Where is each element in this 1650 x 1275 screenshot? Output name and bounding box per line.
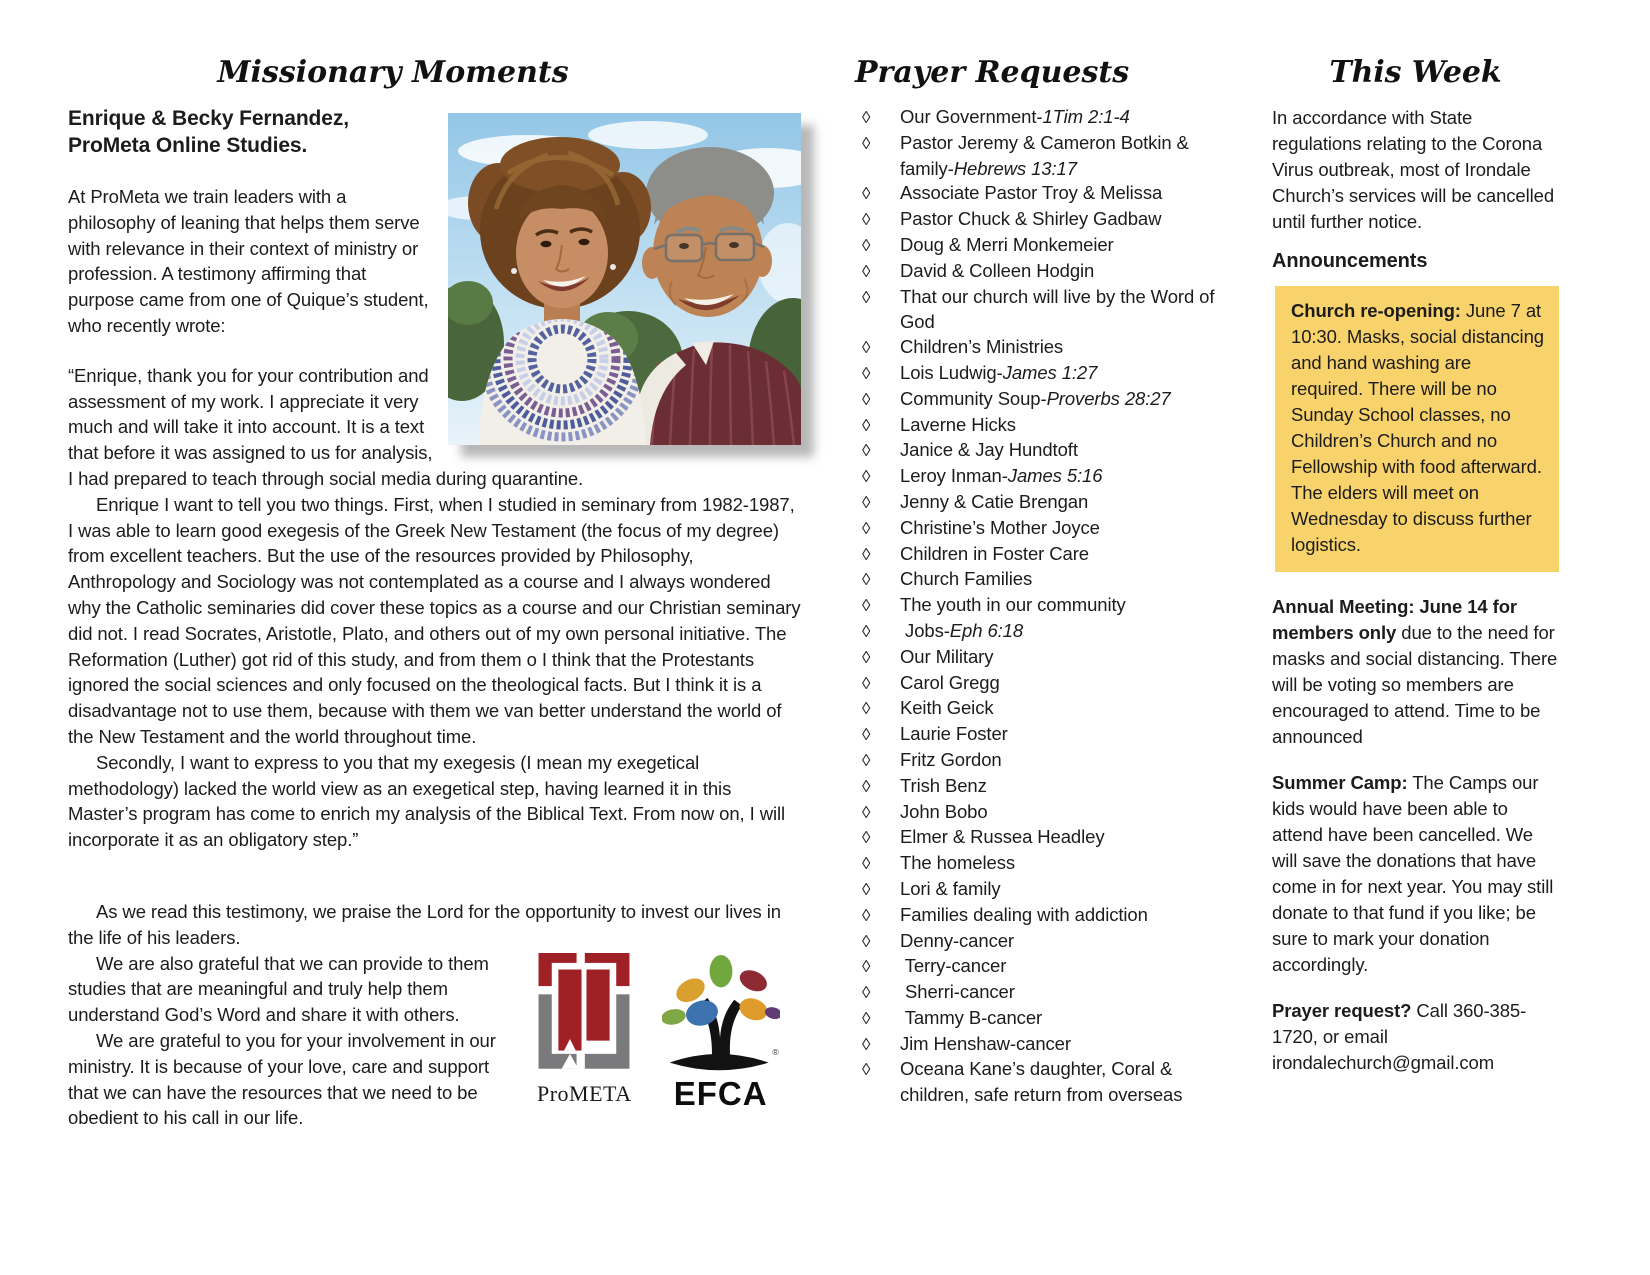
prayer-item-text: Laurie Foster xyxy=(900,723,1008,745)
prayer-item xyxy=(855,954,1215,980)
announcement-lead: Prayer request? xyxy=(1272,1000,1412,1021)
diamond-bullet-icon: ◊ xyxy=(862,879,871,899)
prayer-item-text: Christine’s Mother Joyce xyxy=(900,516,1100,538)
prayer-list xyxy=(855,105,1215,1108)
missionary-paragraph-6: We are also grateful that we can provide to them studies that are meaningful and truly help them understand God’s Word and share it with others. xyxy=(68,952,489,1026)
prayer-item-text: Oceana Kane’s daughter, Coral & children, safe return from overseas xyxy=(900,1058,1183,1106)
diamond-bullet-icon: ◊ xyxy=(862,828,871,848)
prayer-item xyxy=(855,490,1215,516)
diamond-bullet-icon: ◊ xyxy=(862,725,871,745)
prayer-item-text: Keith Geick xyxy=(900,697,994,719)
prayer-item-text: Lois Ludwig- xyxy=(900,361,1003,383)
missionary-paragraph-2: “Enrique, thank you for your contribution and assessment of my work. I appreciate it very much and will take it into account. It is a text that before it was assigned to us for analysis, I had prepared to teach through social media during quarantine. xyxy=(68,364,584,489)
prayer-item xyxy=(855,361,1215,387)
diamond-bullet-icon: ◊ xyxy=(862,441,871,461)
missionary-paragraph-5: As we read this testimony, we praise the Lord for the opportunity to invest our lives in the life of his leaders. xyxy=(68,900,781,948)
prayer-item xyxy=(855,593,1215,619)
prayer-item-text: Terry-cancer xyxy=(900,955,1007,977)
prayer-item-text: Pastor Chuck & Shirley Gadbaw xyxy=(900,208,1162,230)
prayer-item-text: Doug & Merri Monkemeier xyxy=(900,233,1114,255)
prayer-item-text: The homeless xyxy=(900,852,1015,874)
diamond-bullet-icon: ◊ xyxy=(862,776,871,796)
prayer-item-ref: Hebrews 13:17 xyxy=(953,157,1077,179)
prayer-item xyxy=(855,980,1215,1006)
prayer-item xyxy=(855,464,1215,490)
prayer-item xyxy=(855,335,1215,361)
missionary-heading: Missionary Moments xyxy=(217,55,569,90)
prayer-item xyxy=(855,207,1215,233)
prayer-item-text: Jenny & Catie Brengan xyxy=(900,490,1089,512)
prayer-item xyxy=(855,696,1215,722)
diamond-bullet-icon: ◊ xyxy=(862,750,871,770)
prayer-item-text: Elmer & Russea Headley xyxy=(900,826,1105,848)
this-week-section xyxy=(1272,54,1559,1096)
diamond-bullet-icon: ◊ xyxy=(862,518,871,538)
diamond-bullet-icon: ◊ xyxy=(862,1060,871,1080)
this-week-intro: In accordance with State regulations relating to the Corona Virus outbreak, most of Irondale Church’s services will be cancelled until further notice. xyxy=(1272,107,1555,232)
prayer-item xyxy=(855,438,1215,464)
prayer-item xyxy=(855,516,1215,542)
diamond-bullet-icon: ◊ xyxy=(862,184,871,204)
prayer-item xyxy=(855,903,1215,929)
announcement-list xyxy=(1272,594,1559,1076)
prayer-item-text: Fritz Gordon xyxy=(900,748,1002,770)
prayer-item-text: Leroy Inman- xyxy=(900,465,1008,487)
announcement-body: Call 360-385-1720, or email irondalechurch@gmail.com xyxy=(1272,1000,1527,1073)
prayer-item xyxy=(855,671,1215,697)
diamond-bullet-icon: ◊ xyxy=(862,596,871,616)
highlight-body: June 7 at 10:30. Masks, social distancing and hand washing are required. There will be no Sunday School classes, no Children’s Church and no Fellowship with food afterward. The elders will meet on Wednesday to discuss further logistics. xyxy=(1291,300,1544,555)
diamond-bullet-icon: ◊ xyxy=(862,854,871,874)
diamond-bullet-icon: ◊ xyxy=(862,108,871,127)
partner-logos xyxy=(537,953,799,1112)
diamond-bullet-icon: ◊ xyxy=(862,287,871,307)
prayer-item-text: That our church will live by the Word of God xyxy=(900,285,1215,333)
announcement-lead: Annual Meeting: June 14 for members only xyxy=(1272,596,1518,643)
prayer-item-text: Pastor Jeremy & Cameron Botkin & family- xyxy=(900,131,1189,179)
missionary-body xyxy=(68,105,801,1131)
announcements-label: Announcements xyxy=(1272,250,1428,272)
diamond-bullet-icon: ◊ xyxy=(862,1034,871,1054)
prayer-item-text: The youth in our community xyxy=(900,594,1126,616)
efca-logo-icon xyxy=(662,955,780,1075)
prayer-item-ref: 1Tim 2:1-4 xyxy=(1042,106,1130,127)
diamond-bullet-icon: ◊ xyxy=(862,363,871,383)
prayer-item xyxy=(855,1057,1215,1108)
announcement-item xyxy=(1272,770,1559,978)
prayer-item-text: Denny-cancer xyxy=(900,929,1014,951)
prayer-item xyxy=(855,233,1215,259)
missionary-paragraph-4: Secondly, I want to express to you that my exegesis (I mean my exegetical methodology) lacked the world view as an exegetical step, having learned it in this Master’s program has come to enrich my analysis of the Biblical Text. From now on, I will incorporate it as an obligatory step.” xyxy=(68,751,785,851)
prayer-item-text: Our Military xyxy=(900,645,994,667)
prayer-item xyxy=(855,800,1215,826)
diamond-bullet-icon: ◊ xyxy=(862,647,871,667)
prayer-item-text: Families dealing with addiction xyxy=(900,903,1148,925)
prayer-item-text: Sherri-cancer xyxy=(900,981,1015,1003)
prayer-item-text: Children’s Ministries xyxy=(900,336,1064,358)
diamond-bullet-icon: ◊ xyxy=(862,492,871,512)
subheading-line2: ProMeta Online Studies. xyxy=(68,134,308,157)
prayer-item-ref: Proverbs 28:27 xyxy=(1046,387,1171,409)
registered-mark: ® xyxy=(772,1046,779,1057)
prayer-item xyxy=(855,645,1215,671)
diamond-bullet-icon: ◊ xyxy=(862,905,871,925)
missionary-paragraph-1: At ProMeta we train leaders with a philosophy of leaning that helps them serve with relevance in their context of ministry or profession. A testimony affirming that purpose came from one of Quique’s student, who recently wrote: xyxy=(68,186,429,336)
prometa-logo xyxy=(537,953,632,1107)
missionary-paragraph-7: We are grateful to you for your involvement in our ministry. It is because of your love, care and support that we can have the resources that we need to be obedient to his call in our life. xyxy=(68,1029,496,1129)
prayer-item-text: Trish Benz xyxy=(900,774,987,796)
diamond-bullet-icon: ◊ xyxy=(862,699,871,719)
prayer-item xyxy=(855,1006,1215,1032)
prayer-item xyxy=(855,851,1215,877)
prayer-item-ref: James 1:27 xyxy=(1002,361,1098,383)
prayer-item xyxy=(855,567,1215,593)
prayer-item-text: Community Soup- xyxy=(900,387,1047,409)
diamond-bullet-icon: ◊ xyxy=(862,235,871,255)
couple-photo-illustration xyxy=(448,113,801,445)
prayer-item-text: Laverne Hicks xyxy=(900,413,1016,435)
diamond-bullet-icon: ◊ xyxy=(862,261,871,281)
highlight-lead: Church re-opening: xyxy=(1291,300,1461,321)
prayer-item xyxy=(855,387,1215,413)
prayer-item xyxy=(855,877,1215,903)
diamond-bullet-icon: ◊ xyxy=(862,389,871,409)
prayer-item-text: Lori & family xyxy=(900,877,1001,899)
prayer-item-text: Associate Pastor Troy & Melissa xyxy=(900,182,1163,204)
prayer-item-text: John Bobo xyxy=(900,800,988,822)
announcement-item xyxy=(1272,998,1559,1076)
prayer-item xyxy=(855,413,1215,439)
prayer-item-text: Carol Gregg xyxy=(900,671,1000,693)
prayer-item-text: Our Government- xyxy=(900,106,1043,127)
prayer-item xyxy=(855,105,1215,131)
diamond-bullet-icon: ◊ xyxy=(862,544,871,564)
prayer-item xyxy=(855,259,1215,285)
prayer-item xyxy=(855,825,1215,851)
prayer-requests-section xyxy=(855,54,1215,1108)
prayer-item-ref: Eph 6:18 xyxy=(949,619,1024,641)
diamond-bullet-icon: ◊ xyxy=(862,957,871,977)
subheading-line1: Enrique & Becky Fernandez, xyxy=(68,107,349,130)
diamond-bullet-icon: ◊ xyxy=(862,621,871,641)
prayer-item xyxy=(855,748,1215,774)
announcement-body: The Camps our kids would have been able to attend have been cancelled. We will save the donations that have come in for next year. You may still donate to that fund if you like; be sure to mark your donation accordingly. xyxy=(1272,772,1554,975)
announcement-item xyxy=(1272,594,1559,750)
prayer-item-text: Jim Henshaw-cancer xyxy=(900,1032,1071,1054)
missionary-section xyxy=(68,54,801,1131)
prayer-item xyxy=(855,774,1215,800)
prayer-item xyxy=(855,542,1215,568)
diamond-bullet-icon: ◊ xyxy=(862,133,871,153)
prayer-item-text: Janice & Jay Hundtoft xyxy=(900,439,1078,461)
prayer-item-ref: James 5:16 xyxy=(1007,465,1103,487)
prayer-heading: Prayer Requests xyxy=(855,55,1130,90)
announcement-lead: Summer Camp: xyxy=(1272,772,1408,793)
diamond-bullet-icon: ◊ xyxy=(862,673,871,693)
announcement-body: due to the need for masks and social distancing. There will be voting so members are encouraged to attend. Time to be announced xyxy=(1272,622,1558,747)
diamond-bullet-icon: ◊ xyxy=(862,983,871,1003)
missionary-couple-photo xyxy=(448,113,801,445)
this-week-heading: This Week xyxy=(1329,55,1502,90)
diamond-bullet-icon: ◊ xyxy=(862,802,871,822)
diamond-bullet-icon: ◊ xyxy=(862,210,871,230)
prayer-item xyxy=(855,929,1215,955)
efca-label: EFCA xyxy=(673,1074,768,1112)
prayer-item xyxy=(855,285,1215,336)
prayer-item xyxy=(855,722,1215,748)
prayer-item-text: David & Colleen Hodgin xyxy=(900,259,1095,281)
prayer-item-text: Jobs- xyxy=(900,619,950,641)
missionary-paragraph-3: Enrique I want to tell you two things. First, when I studied in seminary from 1982-1987, I was able to learn good exegesis of the Greek New Testament (the focus of my degree) from excellent teachers. But the use of the resources provided by Philosophy, Anthropology and Sociology was not contemplated as a course and I always wondered why the Catholic seminaries did cover these topics as a course and our Christian seminary did not. I read Socrates, Aristotle, Plato, and others out of my own personal initiative. The Reformation (Luther) got rid of this study, and from them o I think that the Protestants ignored the social sciences and only focused on the theological facts. But I think it is a disadvantage not to use them, because with them we van better understand the world of the New Testament and the world throughout time. xyxy=(68,493,801,747)
prayer-item xyxy=(855,619,1215,645)
prayer-item-text: Church Families xyxy=(900,568,1033,590)
prayer-item-text: Children in Foster Care xyxy=(900,542,1089,564)
prometa-logo-icon xyxy=(537,953,631,1077)
prayer-item xyxy=(855,181,1215,207)
prayer-item xyxy=(855,1032,1215,1058)
efca-logo xyxy=(662,955,780,1112)
prometa-label: ProMETA xyxy=(537,1080,632,1106)
church-reopening-highlight xyxy=(1275,286,1559,572)
diamond-bullet-icon: ◊ xyxy=(862,467,871,487)
diamond-bullet-icon: ◊ xyxy=(862,931,871,951)
prayer-item xyxy=(855,131,1215,182)
diamond-bullet-icon: ◊ xyxy=(862,415,871,435)
diamond-bullet-icon: ◊ xyxy=(862,570,871,590)
prayer-item-text: Tammy B-cancer xyxy=(900,1006,1043,1028)
diamond-bullet-icon: ◊ xyxy=(862,338,871,358)
diamond-bullet-icon: ◊ xyxy=(862,1008,871,1028)
